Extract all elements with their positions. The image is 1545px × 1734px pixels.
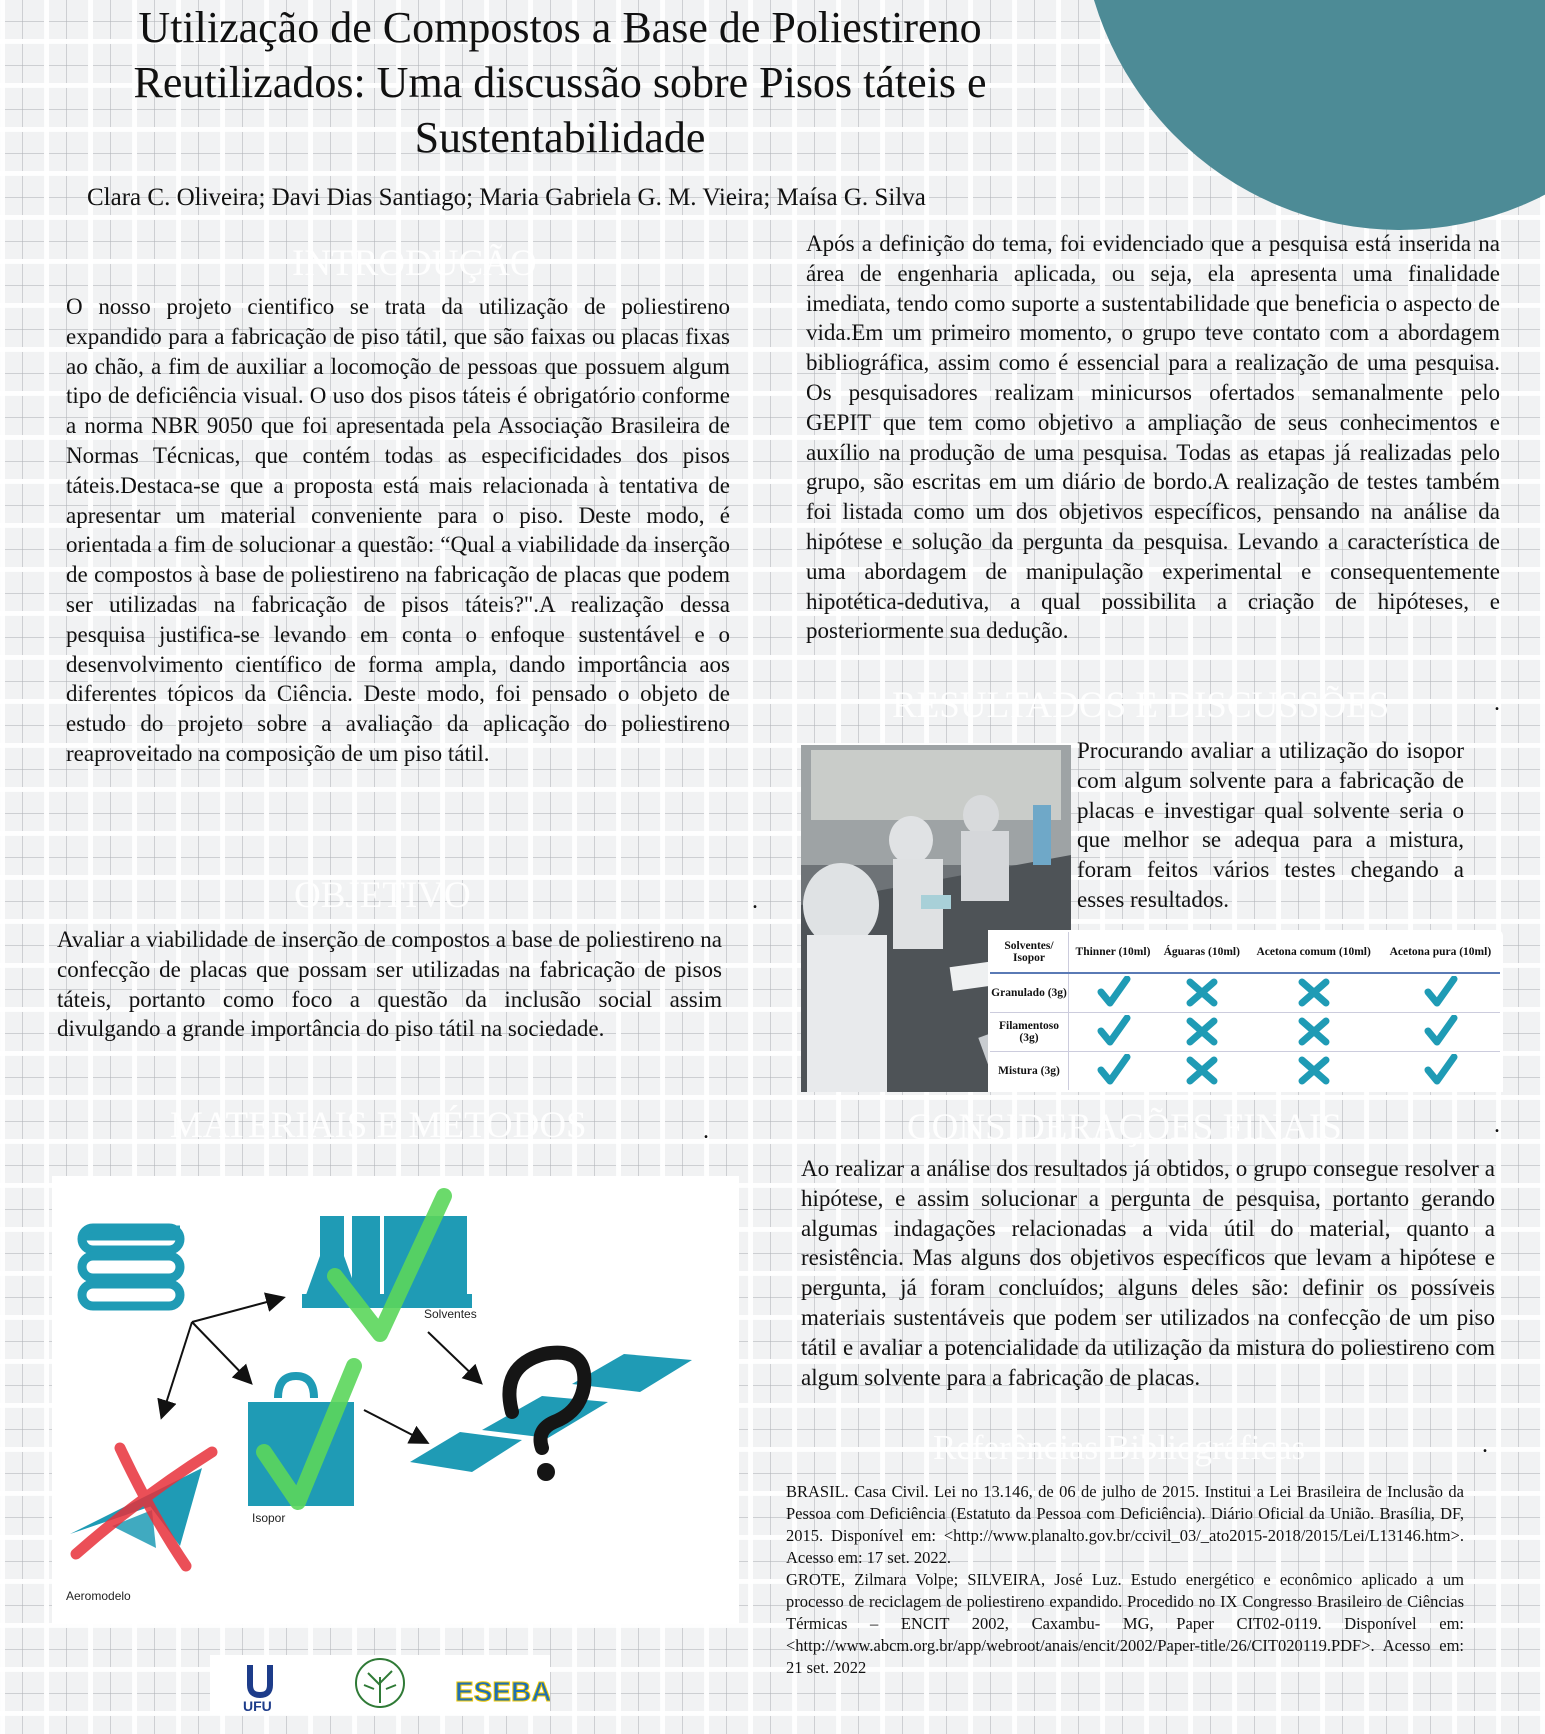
poster-title	[40, 0, 1080, 165]
table-corner: Solventes/ Isopor	[990, 932, 1069, 973]
dot-marker: .	[1482, 1432, 1488, 1458]
label-piso-tatil: Piso tátil	[636, 1412, 684, 1447]
result-cell	[1069, 1013, 1157, 1052]
result-cell	[1247, 1013, 1381, 1052]
check-mark	[1418, 976, 1462, 1008]
results-table	[990, 932, 1500, 1090]
reference-2: GROTE, Zilmara Volpe; SILVEIRA, José Luz. Estudo energético e econômico aplicado a um processo de reciclagem de poliestireno expandido. Procedido no IX Congresso Brasileiro de Ciências Térmicas – ENCIT 2002, Caxambu- MG, Paper CIT02-0119. Disponível em: <http://www.abcm.org.br/app/webroot/anais/encit/2002/Paper-title/26/CIT020119.PDF>. Acesso em: 21 set. 2022	[786, 1570, 1464, 1677]
materiais-heading: MATERIAIS E MÉTODOS	[170, 1105, 587, 1146]
table-row	[990, 1013, 1500, 1052]
column-header: Águaras (10ml)	[1157, 932, 1247, 973]
result-cell	[1247, 1052, 1381, 1091]
methods-diagram	[52, 1176, 739, 1624]
referencias-heading: Referências Bibliográficas	[933, 1428, 1306, 1467]
resultados-heading: RESULTADOS E DISCUSSÕES	[892, 685, 1390, 726]
row-label: Granulado (3g)	[990, 973, 1069, 1013]
beaker-icon	[302, 1216, 472, 1308]
materiais-text: Após a definição do tema, foi evidenciado que a pesquisa está inserida na área de engenharia aplicada, ou seja, ela apresenta uma finalidade imediata, tendo como suporte a sustentabilidade que beneficia o aspecto de vida.Em um primeiro momento, o grupo teve contato com a abordagem bibliográfica, assim como é essencial para a realização de uma pesquisa. Os pesquisadores realizam minicursos ofertados semanalmente pelo GEPIT que tem como objetivo a ampliação de seus conhecimentos e auxílio na produção de uma pesquisa. Todas as etapas já realizadas pelo grupo, são escritas em um diário de bordo.A realização de testes também foi listada como um dos objetivos específicos, pensando na análise da hipótese e solução da pergunta da pesquisa. Levando a característica de uma abordagem de manipulação experimental e consequentemente hipotética-dedutiva, a qual possibilita a criação de hipóteses, e posteriormente sua dedução.	[806, 231, 1500, 644]
decorative-circle	[1080, 0, 1545, 230]
cross-mark	[1180, 1054, 1224, 1086]
label-solventes: Solventes	[424, 1307, 477, 1321]
objetivo-heading: OBJETIVO	[294, 875, 471, 916]
cross-icon	[76, 1448, 212, 1566]
reference-1: BRASIL. Casa Civil. Lei no 13.146, de 06 de julho de 2015. Institui a Lei Brasileira de Inclusão da Pessoa com Deficiência (Estatuto da Pessoa com Deficiência). Diário Oficial da União. Brasília, DF, 2015. Disponível em: <http://www.planalto.gov.br/ccivil_03/_ato2015-2018/2015/Lei/L13146.htm>. Acesso em: 17 set. 2022.	[786, 1482, 1464, 1567]
eseba-logo-text: ESEBA	[455, 1676, 550, 1707]
question-dot	[537, 1463, 555, 1481]
dot-marker: .	[1494, 1112, 1500, 1138]
column-header: Acetona pura (10ml)	[1381, 932, 1500, 973]
result-cell	[1069, 1052, 1157, 1091]
cross-mark	[1292, 976, 1336, 1008]
check-mark	[1091, 1015, 1135, 1047]
ufu-logo	[243, 1665, 272, 1714]
dot-marker: .	[703, 1118, 709, 1144]
result-cell	[1157, 973, 1247, 1013]
dot-marker: .	[752, 888, 758, 914]
consideracoes-heading: CONSIDERAÇÕES FINAIS	[907, 1107, 1342, 1148]
label-aeromodelo: Aeromodelo	[66, 1589, 131, 1603]
books-icon	[82, 1228, 180, 1306]
objetivo-text: Avaliar a viabilidade de inserção de compostos a base de poliestireno na confecção de placas que possam ser utilizadas na fabricação de pisos táteis, portanto como foco a questão da inclusão social assim divulgando a grande importância do piso tátil na sociedade.	[57, 927, 722, 1042]
check-mark	[1091, 1054, 1135, 1086]
result-cell	[1069, 973, 1157, 1013]
cross-mark	[1292, 1015, 1336, 1047]
result-cell	[1157, 1052, 1247, 1091]
title-line-1: Utilização de Compostos a Base de Poliestireno	[138, 3, 982, 52]
column-header: Thinner (10ml)	[1069, 932, 1157, 973]
title-line-2: Reutilizados: Uma discussão sobre Pisos táteis e	[133, 58, 987, 107]
title-line-3: Sustentabilidade	[414, 113, 706, 162]
authors: Clara C. Oliveira; Davi Dias Santiago; Maria Gabriela G. M. Vieira; Maísa G. Silva	[87, 184, 926, 211]
check-mark	[1091, 976, 1135, 1008]
introducao-heading: INTRODUÇÃO	[292, 243, 537, 284]
cross-mark	[1292, 1054, 1336, 1086]
cross-mark	[1180, 1015, 1224, 1047]
eseba-logo	[455, 1676, 550, 1707]
result-cell	[1381, 1013, 1500, 1052]
consideracoes-text: Ao realizar a análise dos resultados já obtidos, o grupo consegue resolver a hipótese, e assim solucionar a pergunta de pesquisa, portanto gerando algumas indagações relacionadas a vida útil do material, quanto a resistência. Mas alguns dos objetivos específicos que levam a hipótese e pergunta, já foram concluídos; alguns deles são: definir os possíveis materiais sustentáveis que podem ser utilizados na confecção de um piso tátil e avaliar a potencialidade da utilização da mistura do poliestireno com algum solvente para a fabricação de placas.	[801, 1156, 1495, 1390]
logos-strip	[210, 1655, 550, 1715]
result-cell	[1381, 1052, 1500, 1091]
row-label: Filamentoso (3g)	[990, 1013, 1069, 1052]
dot-marker: .	[1494, 690, 1500, 716]
ufu-logo-text: UFU	[243, 1698, 272, 1714]
result-cell	[1247, 973, 1381, 1013]
label-isopor: Isopor	[252, 1511, 286, 1525]
column-header: Acetona comum (10ml)	[1247, 932, 1381, 973]
row-label: Mistura (3g)	[990, 1052, 1069, 1091]
table-row	[990, 973, 1500, 1013]
resultados-text: Procurando avaliar a utilização do isopor com algum solvente para a fabricação de placas e investigar qual solvente seria o que melhor se adequa para a mistura, foram feitos vários testes chegando a esses resultados.	[1077, 738, 1464, 912]
cross-mark	[1180, 976, 1224, 1008]
introducao-text: O nosso projeto cientifico se trata da utilização de poliestireno expandido para a fabricação de piso tátil, que são faixas ou placas fixas ao chão, a fim de auxiliar a locomoção de pessoas que possuem algum tipo de deficiência visual. O uso dos pisos táteis é obrigatório conforme a norma NBR 9050 que foi apresentada pela Associação Brasileira de Normas Técnicas, que contém todas as especificidades dos pisos táteis.Destaca-se que a proposta está mais relacionada à tentativa de apresentar um material conveniente para o piso. Deste modo, é orientada a fim de solucionar a questão: “Qual a viabilidade da inserção de compostos à base de poliestireno na fabricação de placas que podem ser utilizadas na fabricação de pisos táteis?".A realização dessa pesquisa justifica-se levando em conta o enfoque sustentável e o desenvolvimento científico de forma ampla, dando importância aos diferentes tópicos da Ciência. Deste modo, foi pensado o objeto de estudo do projeto sobre a avaliação da aplicação do poliestireno reaproveitado na composição de um piso tátil.	[66, 294, 730, 766]
result-cell	[1381, 973, 1500, 1013]
table-row	[990, 1052, 1500, 1091]
tactile-floor-icon	[410, 1354, 692, 1472]
check-mark	[1418, 1015, 1462, 1047]
result-cell	[1157, 1013, 1247, 1052]
tree-logo	[356, 1659, 404, 1707]
check-mark	[1418, 1054, 1462, 1086]
